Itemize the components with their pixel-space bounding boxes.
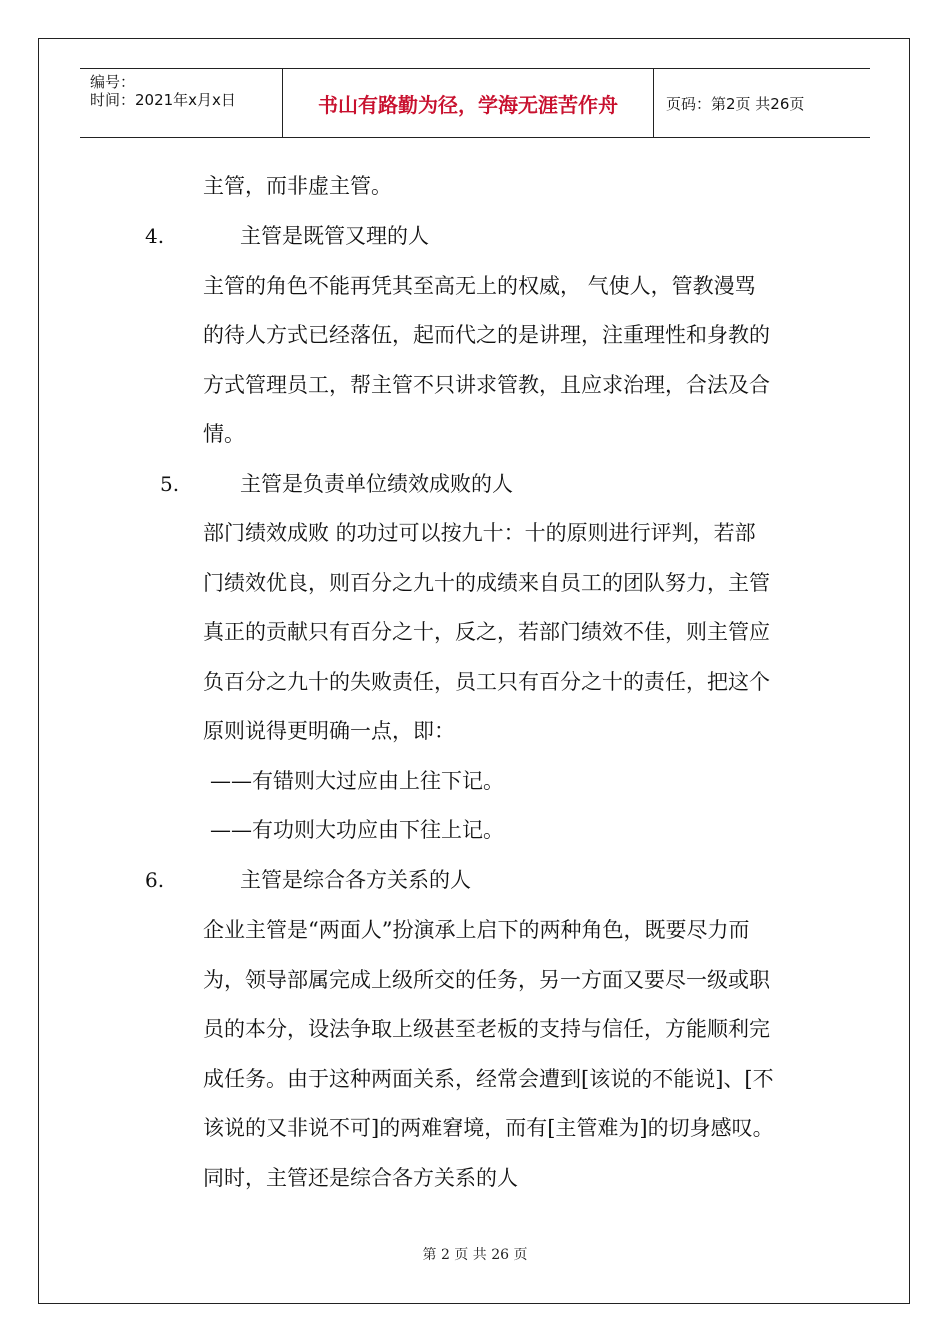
body-line: 负百分之九十的失败责任，员工只有百分之十的责任，把这个	[203, 670, 770, 694]
item-heading: 主管是综合各方关系的人	[240, 868, 471, 892]
header-motto: 书山有路勤为径，学海无涯苦作舟	[282, 69, 654, 137]
header-page-info: 页码：第2页 共26页	[666, 94, 805, 113]
body-line: 原则说得更明确一点，即：	[203, 719, 455, 743]
body-line: 同时，主管还是综合各方关系的人	[203, 1166, 518, 1190]
item-number: 5.	[160, 472, 180, 496]
doc-number-label: 编号：	[90, 73, 136, 91]
body-line: 部门绩效成败 的功过可以按九十：十的原则进行评判，若部	[203, 521, 756, 545]
body-line: 主管，而非虚主管。	[203, 174, 392, 198]
body-line: 员的本分，设法争取上级甚至老板的支持与信任，方能顺利完	[203, 1017, 770, 1041]
body-line: 情。	[203, 422, 245, 446]
body-line: 企业主管是“两面人”扮演承上启下的两种角色，既要尽力而	[203, 918, 750, 942]
body-line: 方式管理员工，帮主管不只讲求管教，且应求治理，合法及合	[203, 373, 770, 397]
page-header	[80, 68, 870, 138]
body-dash-line: ——有功则大功应由下往上记。	[210, 818, 504, 842]
body-line: 该说的又非说不可]的两难窘境，而有[主管难为]的切身感叹。	[203, 1116, 774, 1140]
body-line: 为，领导部属完成上级所交的任务，另一方面又要尽一级或职	[203, 968, 770, 992]
body-line: 的待人方式已经落伍，起而代之的是讲理，注重理性和身教的	[203, 323, 770, 347]
item-heading: 主管是既管又理的人	[240, 224, 429, 248]
body-line: 主管的角色不能再凭其至高无上的权威， 气使人，管教漫骂	[203, 274, 756, 298]
item-number: 4.	[145, 224, 165, 248]
item-heading: 主管是负责单位绩效成败的人	[240, 472, 513, 496]
header-meta	[80, 69, 282, 137]
body-line: 门绩效优良，则百分之九十的成绩来自员工的团队努力，主管	[203, 571, 770, 595]
body-line: 成任务。由于这种两面关系，经常会遭到[该说的不能说]、[不	[203, 1067, 774, 1091]
body-dash-line: ——有错则大过应由上往下记。	[210, 769, 504, 793]
doc-time-label: 时间：2021年x月x日	[90, 91, 236, 109]
item-number: 6.	[145, 868, 165, 892]
body-line: 真正的贡献只有百分之十，反之，若部门绩效不佳，则主管应	[203, 620, 770, 644]
page-footer: 第 2 页 共 26 页	[422, 1247, 528, 1263]
